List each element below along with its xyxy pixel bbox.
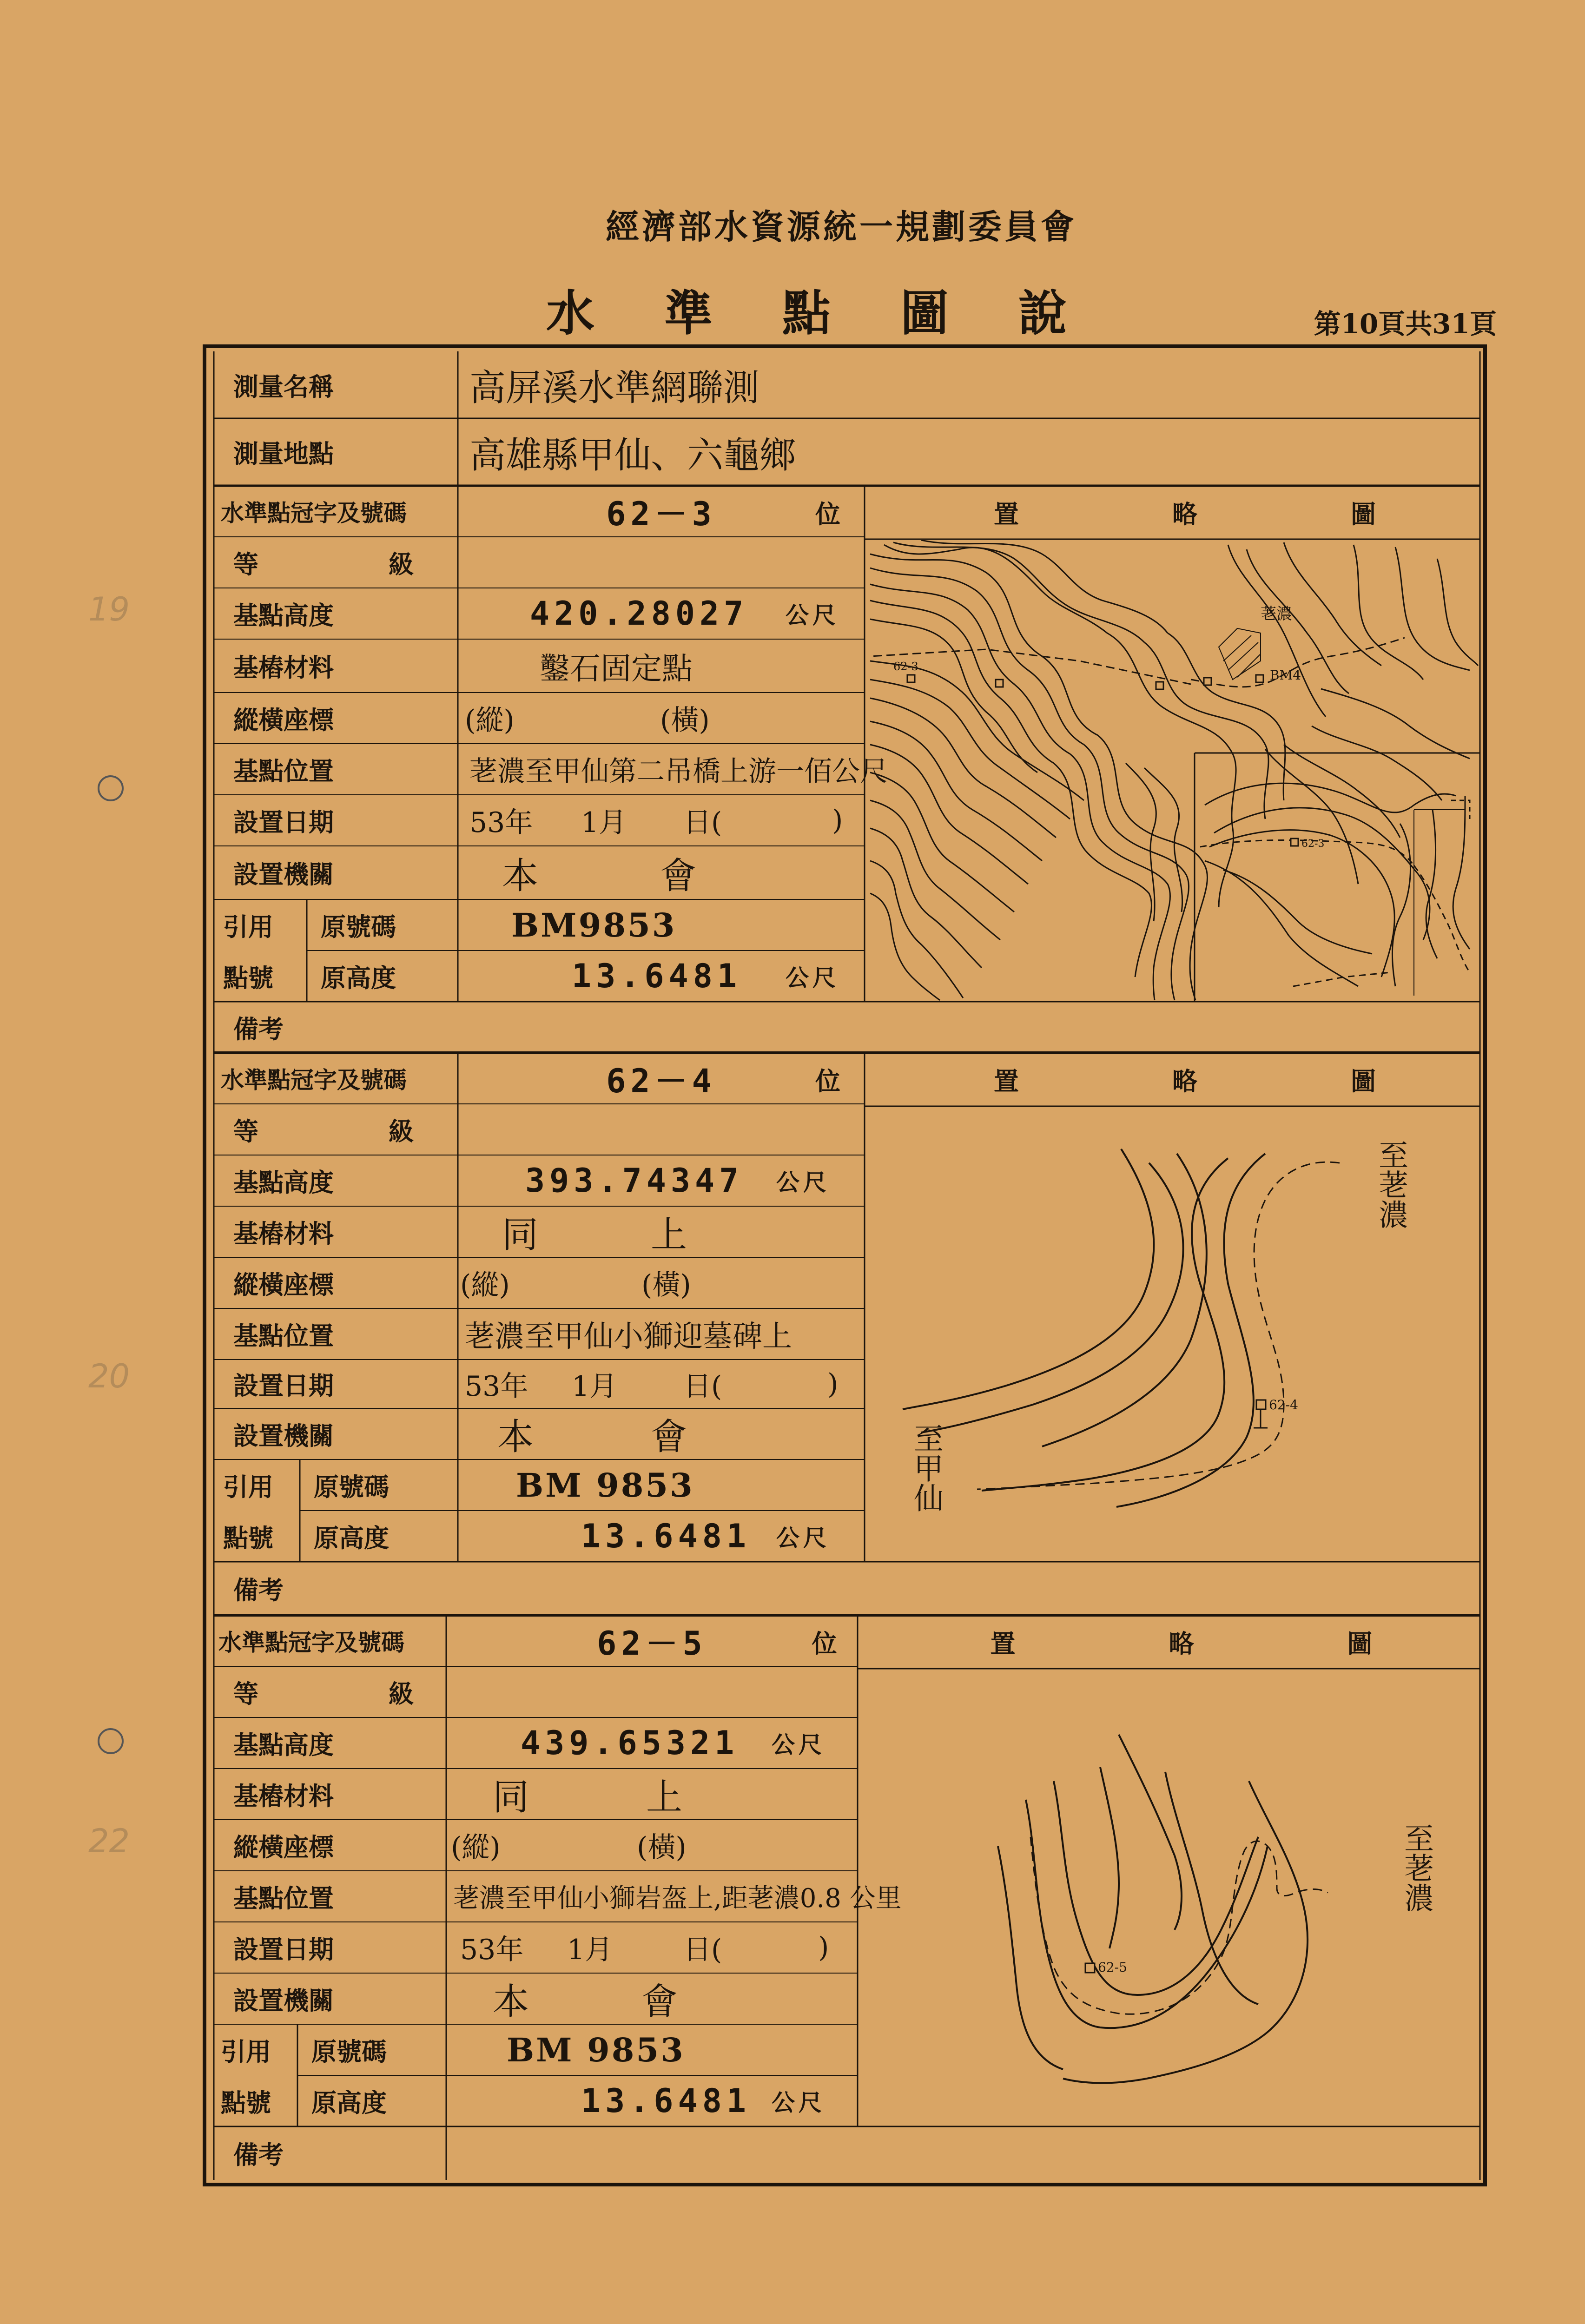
date-close-2: ) bbox=[827, 1367, 839, 1400]
map3-point-label: 62-5 bbox=[1098, 1960, 1127, 1975]
date-year-3: 53年 bbox=[460, 1934, 524, 1966]
page-number: 第10頁共31頁 bbox=[1314, 308, 1497, 340]
map-title-1: 位置略圖 bbox=[815, 499, 1529, 529]
pencil-mark-2: 20 bbox=[88, 1357, 130, 1395]
coords-label-1: 縱橫座標 bbox=[233, 705, 334, 735]
point-code-1: 62－3 bbox=[606, 495, 716, 533]
location-value-1: 荖濃至甲仙第二吊橋上游一佰公尺 bbox=[469, 755, 888, 788]
code-label-1: 水準點冠字及號碼 bbox=[221, 499, 407, 527]
orig-code-value-1: BM9853 bbox=[511, 905, 677, 944]
map-title-3: 位置略圖 bbox=[812, 1629, 1526, 1658]
location-map-3 bbox=[859, 1670, 1479, 2126]
date-year-2: 53年 bbox=[465, 1370, 528, 1403]
agency-label-1: 設置機關 bbox=[233, 859, 334, 889]
grade-value-1 bbox=[469, 537, 855, 588]
map2-point-label: 62-4 bbox=[1269, 1397, 1298, 1413]
map-title-2: 位置略圖 bbox=[815, 1066, 1529, 1096]
agency-b-2: 會 bbox=[651, 1416, 687, 1458]
orig-code-label-3: 原號碼 bbox=[311, 2036, 387, 2067]
map1-bm-label: BM4 bbox=[1270, 667, 1301, 683]
point-code-3: 62－5 bbox=[597, 1624, 707, 1663]
coord-h-label-2: (橫) bbox=[641, 1269, 691, 1301]
remarks-label-1: 備考 bbox=[233, 1014, 284, 1044]
date-close-1: ) bbox=[832, 804, 843, 837]
elevation-unit-1: 公尺 bbox=[786, 601, 839, 629]
orig-code-value-3: BM 9853 bbox=[507, 2030, 685, 2069]
survey-name-value: 高屏溪水準網聯測 bbox=[469, 367, 760, 409]
point-code-2: 62－4 bbox=[606, 1062, 716, 1100]
elevation-label-1: 基點高度 bbox=[233, 600, 334, 630]
elevation-value-1: 420.28027 bbox=[530, 594, 748, 633]
map1-point-label: 62-3 bbox=[893, 660, 918, 673]
survey-place-value: 高雄縣甲仙、六龜鄉 bbox=[469, 434, 796, 476]
ref-b-label-1: 點號 bbox=[223, 963, 273, 993]
date-day-1: 日( bbox=[683, 806, 722, 839]
date-label-3: 設置日期 bbox=[233, 1934, 334, 1964]
orig-height-unit-3: 公尺 bbox=[772, 2089, 826, 2116]
elevation-value-3: 439.65321 bbox=[521, 1724, 739, 1762]
orig-height-label-2: 原高度 bbox=[314, 1523, 389, 1553]
coord-h-label-3: (橫) bbox=[637, 1831, 687, 1864]
code-label-2: 水準點冠字及號碼 bbox=[221, 1066, 407, 1094]
material-value-1: 鑿石固定點 bbox=[539, 651, 693, 687]
location-label-1: 基點位置 bbox=[233, 756, 334, 786]
material-label-3: 基樁材料 bbox=[233, 1781, 334, 1811]
agency-b-1: 會 bbox=[660, 855, 697, 897]
grade-label-2: 等級 bbox=[233, 1116, 544, 1146]
inset1-point-label: 62-3 bbox=[1301, 838, 1325, 850]
coord-v-label-2: (縱) bbox=[460, 1269, 510, 1301]
pencil-mark-1: 19 bbox=[88, 590, 130, 628]
material-b-2: 上 bbox=[651, 1214, 687, 1256]
map1-village-label: 荖濃 bbox=[1261, 605, 1292, 623]
date-close-3: ) bbox=[818, 1931, 829, 1964]
date-year-1: 53年 bbox=[469, 806, 533, 839]
ref-a-label-1: 引用 bbox=[223, 911, 273, 942]
coords-label-3: 縱橫座標 bbox=[233, 1832, 334, 1862]
agency-a-2: 本 bbox=[497, 1416, 534, 1458]
orig-height-unit-1: 公尺 bbox=[786, 964, 839, 991]
coord-h-label-1: (橫) bbox=[660, 704, 710, 737]
location-label-3: 基點位置 bbox=[233, 1883, 334, 1913]
coords-label-2: 縱橫座標 bbox=[233, 1269, 334, 1300]
elevation-value-2: 393.74347 bbox=[525, 1162, 744, 1200]
map3-to-laonong: 至荖濃 bbox=[1399, 1823, 1433, 1912]
location-label-2: 基點位置 bbox=[233, 1320, 334, 1351]
orig-code-label-2: 原號碼 bbox=[314, 1472, 389, 1502]
orig-height-unit-2: 公尺 bbox=[776, 1524, 830, 1552]
remarks-value-1 bbox=[469, 1002, 1469, 1053]
agency-a-1: 本 bbox=[502, 855, 539, 897]
location-value-3: 荖濃至甲仙小獅岩盔上,距荖濃0.8 公里 bbox=[453, 1883, 902, 1914]
coord-v-label-1: (縱) bbox=[465, 704, 515, 737]
agency-label-3: 設置機關 bbox=[233, 1985, 334, 2015]
date-month-1: 1月 bbox=[581, 806, 627, 839]
grade-value-3 bbox=[458, 1666, 844, 1717]
elevation-unit-3: 公尺 bbox=[772, 1731, 826, 1758]
pencil-mark-3: 22 bbox=[88, 1822, 130, 1860]
material-a-2: 同 bbox=[502, 1214, 539, 1256]
date-day-2: 日( bbox=[683, 1370, 722, 1403]
orig-height-label-3: 原高度 bbox=[311, 2087, 387, 2118]
orig-code-label-1: 原號碼 bbox=[321, 911, 396, 942]
ref-a-label-3: 引用 bbox=[221, 2036, 271, 2067]
remarks-value-3 bbox=[458, 2126, 1466, 2180]
code-label-3: 水準點冠字及號碼 bbox=[218, 1629, 404, 1656]
elevation-unit-2: 公尺 bbox=[776, 1169, 830, 1196]
survey-place-label: 測量地點 bbox=[233, 439, 334, 469]
material-label-2: 基樁材料 bbox=[233, 1218, 334, 1248]
map2-to-jiaxian: 至甲仙 bbox=[909, 1423, 943, 1512]
material-label-1: 基樁材料 bbox=[233, 653, 334, 682]
orig-height-label-1: 原高度 bbox=[321, 963, 396, 993]
grade-value-2 bbox=[469, 1104, 855, 1155]
location-value-2: 荖濃至甲仙小獅迎墓碑上 bbox=[465, 1320, 792, 1354]
document-title: 水準點圖說 bbox=[546, 284, 1136, 342]
survey-name-label: 測量名稱 bbox=[233, 371, 334, 402]
orig-code-value-2: BM 9853 bbox=[516, 1466, 694, 1505]
map2-to-laonong: 至荖濃 bbox=[1374, 1140, 1408, 1229]
elevation-label-2: 基點高度 bbox=[233, 1167, 334, 1197]
material-a-3: 同 bbox=[493, 1776, 529, 1818]
date-label-1: 設置日期 bbox=[233, 807, 334, 837]
orig-height-value-3: 13.6481 bbox=[581, 2082, 751, 2120]
grade-label-1: 等級 bbox=[233, 549, 544, 579]
location-map-1-inset bbox=[1195, 754, 1479, 1001]
orig-height-value-1: 13.6481 bbox=[572, 957, 742, 995]
date-month-2: 1月 bbox=[572, 1370, 618, 1403]
ref-a-label-2: 引用 bbox=[223, 1472, 273, 1502]
remarks-label-2: 備考 bbox=[233, 1575, 284, 1605]
coord-v-label-3: (縱) bbox=[451, 1831, 501, 1864]
elevation-label-3: 基點高度 bbox=[233, 1730, 334, 1760]
material-b-3: 上 bbox=[646, 1776, 683, 1818]
agency-label-2: 設置機關 bbox=[233, 1420, 334, 1451]
agency-a-3: 本 bbox=[493, 1981, 529, 2023]
organization-title: 經濟部水資源統一規劃委員會 bbox=[605, 207, 1077, 246]
date-label-2: 設置日期 bbox=[233, 1371, 334, 1400]
date-day-3: 日( bbox=[683, 1934, 722, 1966]
remarks-label-3: 備考 bbox=[233, 2140, 284, 2170]
grade-label-3: 等級 bbox=[233, 1678, 544, 1709]
location-map-2 bbox=[865, 1107, 1479, 1561]
date-month-3: 1月 bbox=[567, 1934, 613, 1966]
orig-height-value-2: 13.6481 bbox=[581, 1517, 751, 1555]
agency-b-3: 會 bbox=[641, 1981, 678, 2023]
remarks-value-2 bbox=[469, 1562, 1469, 1615]
ref-b-label-2: 點號 bbox=[223, 1523, 273, 1553]
ref-b-label-3: 點號 bbox=[221, 2087, 271, 2118]
